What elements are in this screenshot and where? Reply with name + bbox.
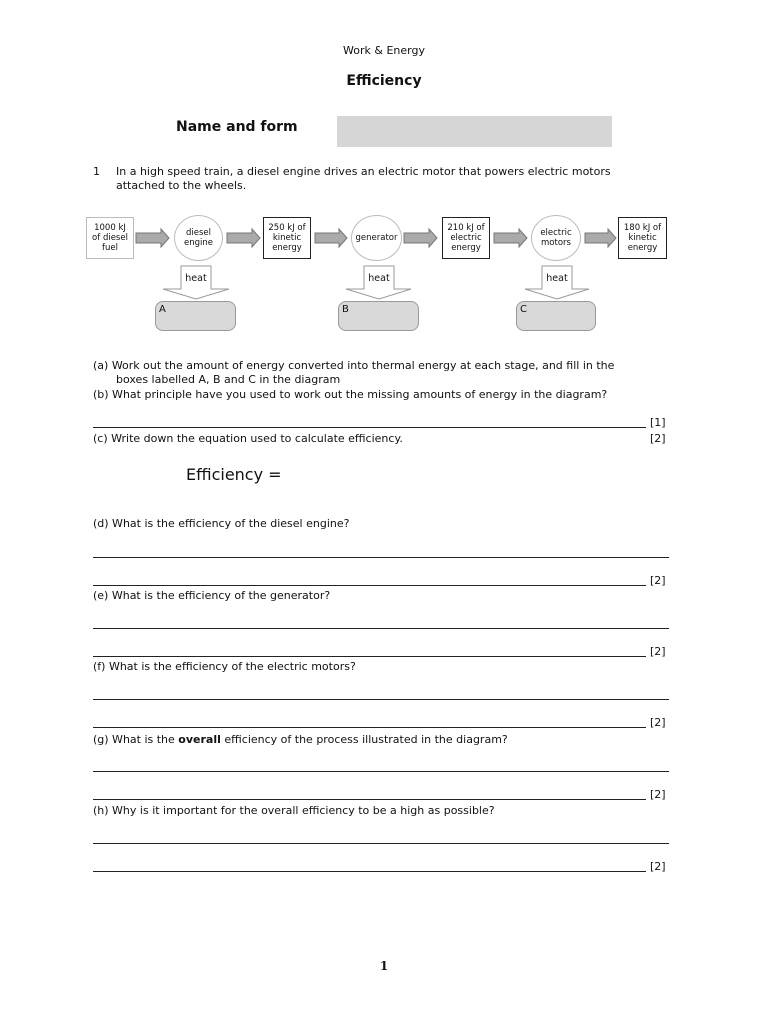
answer-line-e2[interactable] (93, 656, 646, 657)
question-g: (g) What is the overall efficiency of the process illustrated in the diagram? (93, 733, 508, 746)
marks-h: [2] (650, 860, 666, 873)
answer-line-f2[interactable] (93, 727, 646, 728)
answer-line-h1[interactable] (93, 843, 669, 844)
topic-header: Work & Energy (343, 44, 425, 57)
flow-arrow-6 (315, 229, 347, 247)
electric-energy-box: 210 kJ of electric energy (442, 217, 490, 259)
flow-arrow-3 (404, 229, 437, 247)
page-number: 1 (379, 959, 389, 973)
answer-line-b[interactable] (93, 427, 646, 428)
diesel-engine-circle: diesel engine (174, 215, 223, 261)
input-energy-box: 1000 kJ of diesel fuel (86, 217, 134, 259)
answer-line-g1[interactable] (93, 771, 669, 772)
question-h: (h) Why is it important for the overall efficiency to be a high as possible? (93, 804, 495, 817)
electric-motors-circle: electric motors (531, 215, 581, 261)
flow-arrow-4 (494, 229, 527, 247)
marks-b: [1] (650, 416, 666, 429)
question-a: (a) Work out the amount of energy converted into thermal energy at each stage, and fill in the boxes labelled A, B and C in the diagram (93, 359, 615, 386)
answer-box-a[interactable]: A (155, 301, 236, 331)
flow-arrow-1 (136, 229, 169, 247)
marks-e: [2] (650, 645, 666, 658)
generator-circle: generator (351, 215, 402, 261)
question-number: 1 (93, 165, 100, 178)
answer-line-f1[interactable] (93, 699, 669, 700)
name-form-label: Name and form (176, 119, 298, 135)
answer-box-b[interactable]: B (338, 301, 419, 331)
page-title: Efficiency (346, 73, 422, 89)
flow-arrow-5 (585, 229, 616, 247)
marks-d: [2] (650, 574, 666, 587)
energy-flow-arrows (0, 0, 768, 340)
answer-line-d1[interactable] (93, 557, 669, 558)
question-f: (f) What is the efficiency of the electric motors? (93, 660, 356, 673)
kinetic-energy-box-2: 180 kJ of kinetic energy (618, 217, 667, 259)
answer-box-c[interactable]: C (516, 301, 596, 331)
marks-g: [2] (650, 788, 666, 801)
answer-line-h2[interactable] (93, 871, 646, 872)
heat-label-b: heat (368, 273, 390, 284)
question-intro: In a high speed train, a diesel engine drives an electric motor that powers electric motors attached to the wheels. (116, 165, 611, 192)
answer-line-d2[interactable] (93, 585, 646, 586)
heat-label-c: heat (546, 273, 568, 284)
heat-label-a: heat (185, 273, 207, 284)
marks-f: [2] (650, 716, 666, 729)
marks-c: [2] (650, 432, 666, 445)
kinetic-energy-box-1: 250 kJ of kinetic energy (263, 217, 311, 259)
question-e: (e) What is the efficiency of the generator? (93, 589, 331, 602)
question-b: (b) What principle have you used to work out the missing amounts of energy in the diagram? (93, 388, 608, 401)
flow-arrow-2 (227, 229, 260, 247)
answer-line-e1[interactable] (93, 628, 669, 629)
question-c: (c) Write down the equation used to calculate efficiency. (93, 432, 403, 445)
question-d: (d) What is the efficiency of the diesel engine? (93, 517, 350, 530)
answer-line-g2[interactable] (93, 799, 646, 800)
efficiency-equation: Efficiency = (186, 465, 282, 484)
